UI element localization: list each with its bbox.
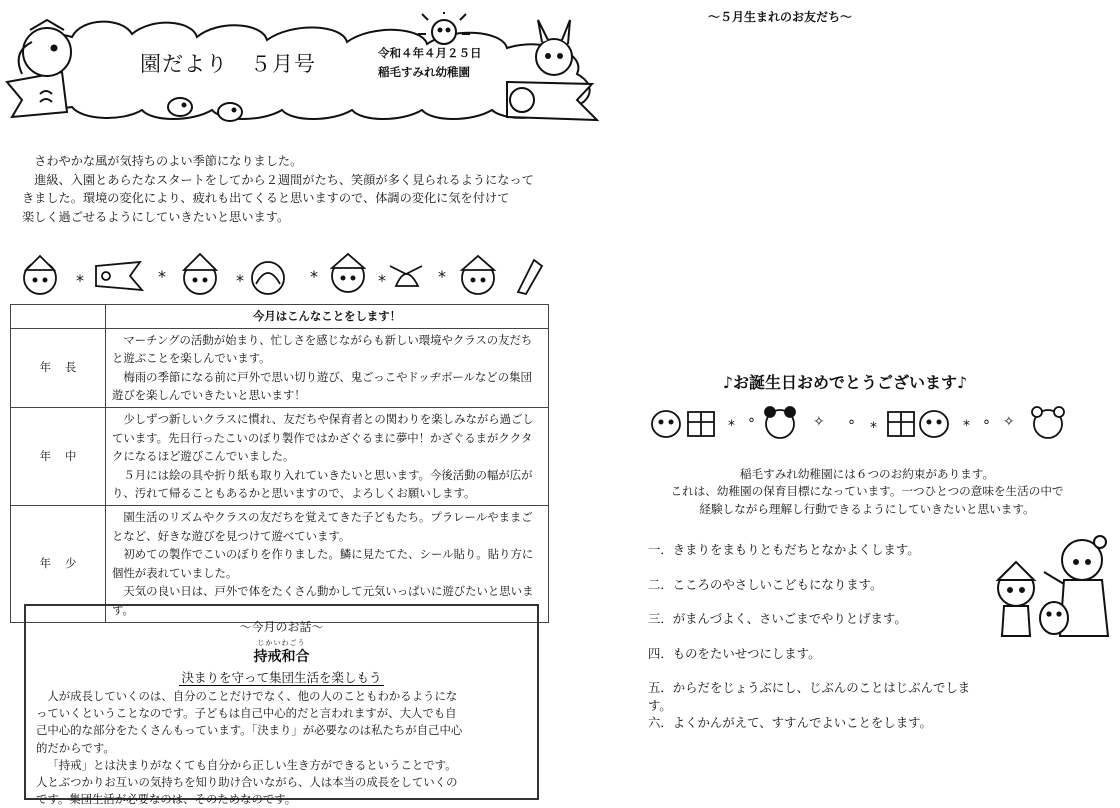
description-paragraph: ５月には絵の具や折り紙も取り入れていきたいと思います。今後活動の幅が広がり、汚れて帰ることもあるかと思いますので、よろしくお願いします。 [112, 467, 533, 501]
description-paragraph: 梅雨の季節になる前に戸外で思い切り遊び、鬼ごっこやドッヂボールなどの集団遊びを楽しんでいきたいと思います！ [112, 369, 532, 403]
story-line: 「持戒」とは決まりがなくても自分から正しい生き方ができるということです。 [47, 757, 457, 772]
table-header-row [11, 305, 549, 329]
svg-text:°: ° [848, 418, 855, 434]
birthday-congrats: ♪お誕生日おめでとうございます♪ [722, 373, 968, 392]
description-paragraph: 少しずつ新しいクラスに慣れ、友だちや保育者との関わりを楽しみながら過ごしています。先日行ったこいのぼり製作ではかざぐるまに夢中！かざぐるまがククタクになるほど遊びこんでいました。 [112, 411, 534, 464]
child-face-icon [462, 256, 494, 294]
birthday-friends-heading: ～５月生まれのお友だち～ [707, 10, 852, 24]
list-item: 五．からだをじょうぶにし、じぶんのことはじぶんでします。 [648, 680, 971, 713]
svg-text:*: * [438, 267, 446, 286]
birthday-animals-ornament [648, 400, 1068, 442]
description-paragraph: 園生活のリズムやクラスの友だちを覚えてきた子どもたち。プラレールやままごとなど、好きな遊びを見つけて遊べています。 [112, 509, 533, 543]
story-kanji-title: 持戒和合 [253, 649, 310, 665]
grade-cell: 年長 [11, 328, 106, 407]
grade-description [106, 407, 549, 505]
svg-text:*: * [870, 420, 877, 436]
story-line: 己中心的な部分をたくさんもっています。「決まり」が必要なのは私たちが自己中心 [36, 723, 463, 738]
child-face-icon [24, 256, 56, 294]
koinobori-icon [96, 262, 142, 290]
story-body [36, 688, 530, 808]
svg-text:*: * [76, 271, 84, 290]
svg-text:*: * [158, 267, 166, 286]
issue-date: 令和４年４月２５日 [378, 46, 482, 60]
promise-intro-line: 稲毛すみれ幼稚園には６つのお約束があります。 [739, 467, 995, 481]
story-line: っていくということなのです。子どもは自己中心的だと言われますが、大人でも自 [36, 706, 457, 721]
list-item: 二．こころのやさしいこどもになります。 [648, 576, 883, 592]
intro-line: 進級、入園とあらたなスタートをしてから２週間がたち、笑顔が多く見られるようになって [34, 172, 534, 187]
child-face-icon [184, 254, 216, 294]
children-illustration [978, 532, 1118, 640]
child-face-icon [332, 254, 364, 292]
story-ruby: じかいわごう [257, 639, 306, 647]
grade-cell: 年中 [11, 407, 106, 505]
penguin-icon [652, 411, 680, 437]
story-heading: ～今月のお話～ [239, 620, 324, 634]
chick-icon [1040, 602, 1068, 634]
story-line: 人とぶつかりお互いの気持ちを知り助け合いながら、人は本当の成長をしていくの [36, 775, 458, 790]
story-line: 人が成長していくのは、自分のことだけでなく、他の人のこともわかるようにな [47, 689, 458, 703]
kashiwa-mochi-icon [252, 262, 284, 294]
sun-icon [418, 12, 470, 44]
fish-icon [518, 260, 542, 294]
boy-icon [998, 562, 1034, 636]
description-paragraph: 天気の良い日は、戸外で体をたくさん動かして元気いっぱいに遊びたいと思います。 [112, 584, 534, 617]
intro-paragraph [22, 152, 582, 226]
list-item: 四．ものをたいせつにします。 [648, 645, 821, 661]
list-item: 一．きまりをまもりともだちとなかよくします。 [648, 542, 920, 557]
svg-text:*: * [728, 418, 735, 434]
gift-box-icon [688, 412, 714, 436]
rabbit-koinobori-icon [507, 20, 597, 120]
table-row [11, 328, 549, 407]
promise-list [648, 540, 988, 747]
panda-icon [765, 407, 795, 438]
elephant-koinobori-icon [7, 20, 71, 117]
promise-intro-line: これは、幼稚園の保育目標になっています。一つひとつの意味を生活の中で [670, 484, 1064, 499]
penguin-icon [920, 411, 948, 437]
monthly-activity-table [10, 304, 549, 623]
svg-text:°: ° [983, 418, 990, 434]
story-subtitle-text: 決まりを守って集団生活を楽しもう [181, 670, 382, 685]
svg-text:*: * [378, 271, 386, 290]
header-date-block [378, 44, 482, 82]
grade-cell: 年少 [11, 505, 106, 622]
newsletter-title: 園だより ５月号 [140, 52, 316, 76]
monthly-story-box [24, 604, 539, 807]
svg-text:*: * [236, 271, 244, 290]
kids-ornament-divider [18, 252, 548, 298]
story-subtitle [26, 668, 537, 686]
bear-icon [1032, 407, 1064, 438]
bird-icon [168, 98, 242, 121]
school-name: 稲毛すみれ幼稚園 [378, 65, 470, 79]
description-paragraph: マーチングの活動が始まり、忙しさを感じながらも新しい環境やクラスの友だちと遊ぶことを楽しんでいます。 [112, 332, 533, 366]
svg-text:°: ° [748, 416, 755, 432]
intro-line: さわやかな風が気持ちのよい季節になりました。 [34, 154, 303, 168]
intro-line: 楽しく過ごせるようにしていきたいと思います。 [22, 209, 290, 224]
table-row [11, 407, 549, 505]
list-item: 三．がまんづよく、さいごまでやりとげます。 [648, 611, 907, 626]
story-line: です。集団生活が必要なのは、そのためなのです。 [36, 792, 297, 807]
promise-intro [642, 466, 1092, 518]
gift-box-icon [888, 412, 914, 436]
kabuto-helmet-icon [390, 266, 422, 286]
intro-line: きました。環境の変化により、疲れも出てくると思いますので、体調の変化に気を付けて [22, 191, 510, 205]
svg-text:✧: ✧ [1003, 414, 1015, 430]
promise-intro-line: 経験しながら理解し行動できるようにしていきたいと思います。 [699, 501, 1035, 516]
list-item: 六．よくかんがえて、すすんでよいことをします。 [648, 714, 932, 730]
story-line: 的だからです。 [36, 740, 115, 755]
svg-text:*: * [963, 418, 970, 434]
svg-text:✧: ✧ [813, 414, 825, 430]
svg-text:*: * [310, 267, 318, 286]
table-header-blank [11, 305, 106, 329]
table-heading: 今月はこんなことをします！ [106, 305, 549, 329]
description-paragraph: 初めての製作でこいのぼりを作りました。鱗に見たてた、シール貼り。貼り方に個性が表れていました。 [112, 547, 534, 580]
grade-description [106, 328, 549, 407]
